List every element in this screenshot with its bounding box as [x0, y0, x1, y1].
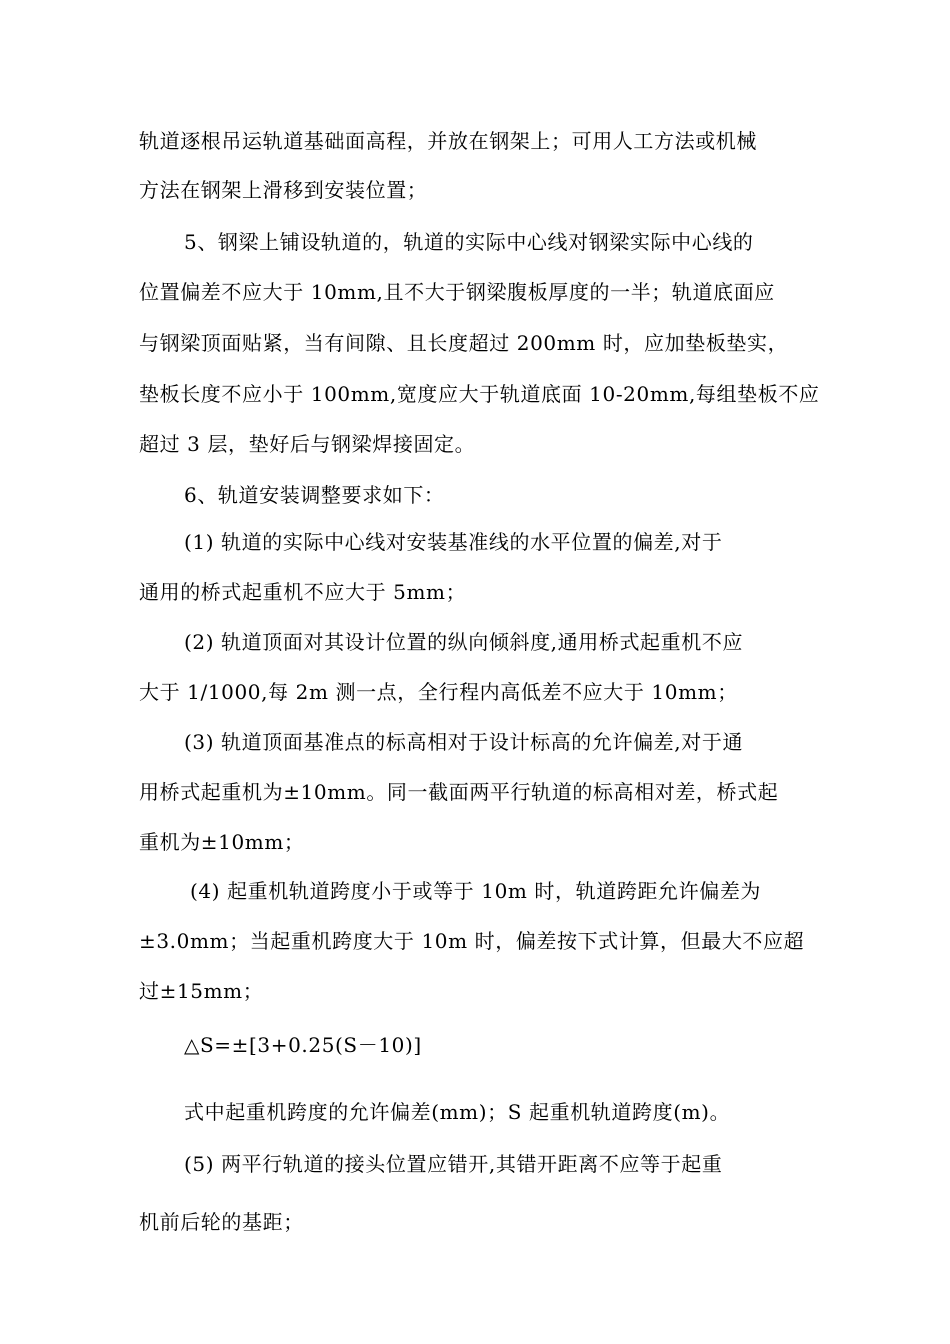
list-item-line: 机前后轮的基距； [139, 1210, 304, 1234]
formula-note-line: 式中起重机跨度的允许偏差(mm)；S 起重机轨道跨度(m)。 [184, 1100, 731, 1124]
list-item-line: (4) 起重机轨道跨度小于或等于 10m 时，轨道跨距允许偏差为 [190, 879, 762, 903]
list-item-line: (1) 轨道的实际中心线对安装基准线的水平位置的偏差,对于 [184, 530, 723, 554]
section-heading: 6、轨道安装调整要求如下： [184, 483, 445, 507]
list-item-line: 通用的桥式起重机不应大于 5mm； [139, 580, 467, 604]
list-item-line: 用桥式起重机为±10mm。同一截面两平行轨道的标高相对差，桥式起 [139, 780, 779, 804]
paragraph-line: 5、钢梁上铺设轨道的，轨道的实际中心线对钢梁实际中心线的 [184, 230, 754, 254]
paragraph-line: 垫板长度不应小于 100mm,宽度应大于轨道底面 10-20mm,每组垫板不应 [139, 382, 820, 406]
list-item-line: 过±15mm； [139, 979, 264, 1003]
formula-line: △S=±[3+0.25(S－10)] [184, 1033, 422, 1057]
paragraph-line: 与钢梁顶面贴紧，当有间隙、且长度超过 200mm 时，应加垫板垫实， [139, 331, 789, 355]
list-item-line: (3) 轨道顶面基准点的标高相对于设计标高的允许偏差,对于通 [184, 730, 744, 754]
paragraph-line: 超过 3 层，垫好后与钢梁焊接固定。 [139, 432, 476, 456]
list-item-line: ±3.0mm；当起重机跨度大于 10m 时，偏差按下式计算，但最大不应超 [139, 929, 805, 953]
paragraph-line: 方法在钢架上滑移到安装位置； [139, 178, 428, 202]
list-item-line: 大于 1/1000,每 2m 测一点，全行程内高低差不应大于 10mm； [139, 680, 738, 704]
paragraph-line: 轨道逐根吊运轨道基础面高程，并放在钢架上；可用人工方法或机械 [139, 129, 757, 153]
list-item-line: (5) 两平行轨道的接头位置应错开,其错开距离不应等于起重 [184, 1152, 723, 1176]
list-item-line: 重机为±10mm； [139, 830, 305, 854]
list-item-line: (2) 轨道顶面对其设计位置的纵向倾斜度,通用桥式起重机不应 [184, 630, 744, 654]
paragraph-line: 位置偏差不应大于 10mm,且不大于钢梁腹板厚度的一半；轨道底面应 [139, 280, 775, 304]
